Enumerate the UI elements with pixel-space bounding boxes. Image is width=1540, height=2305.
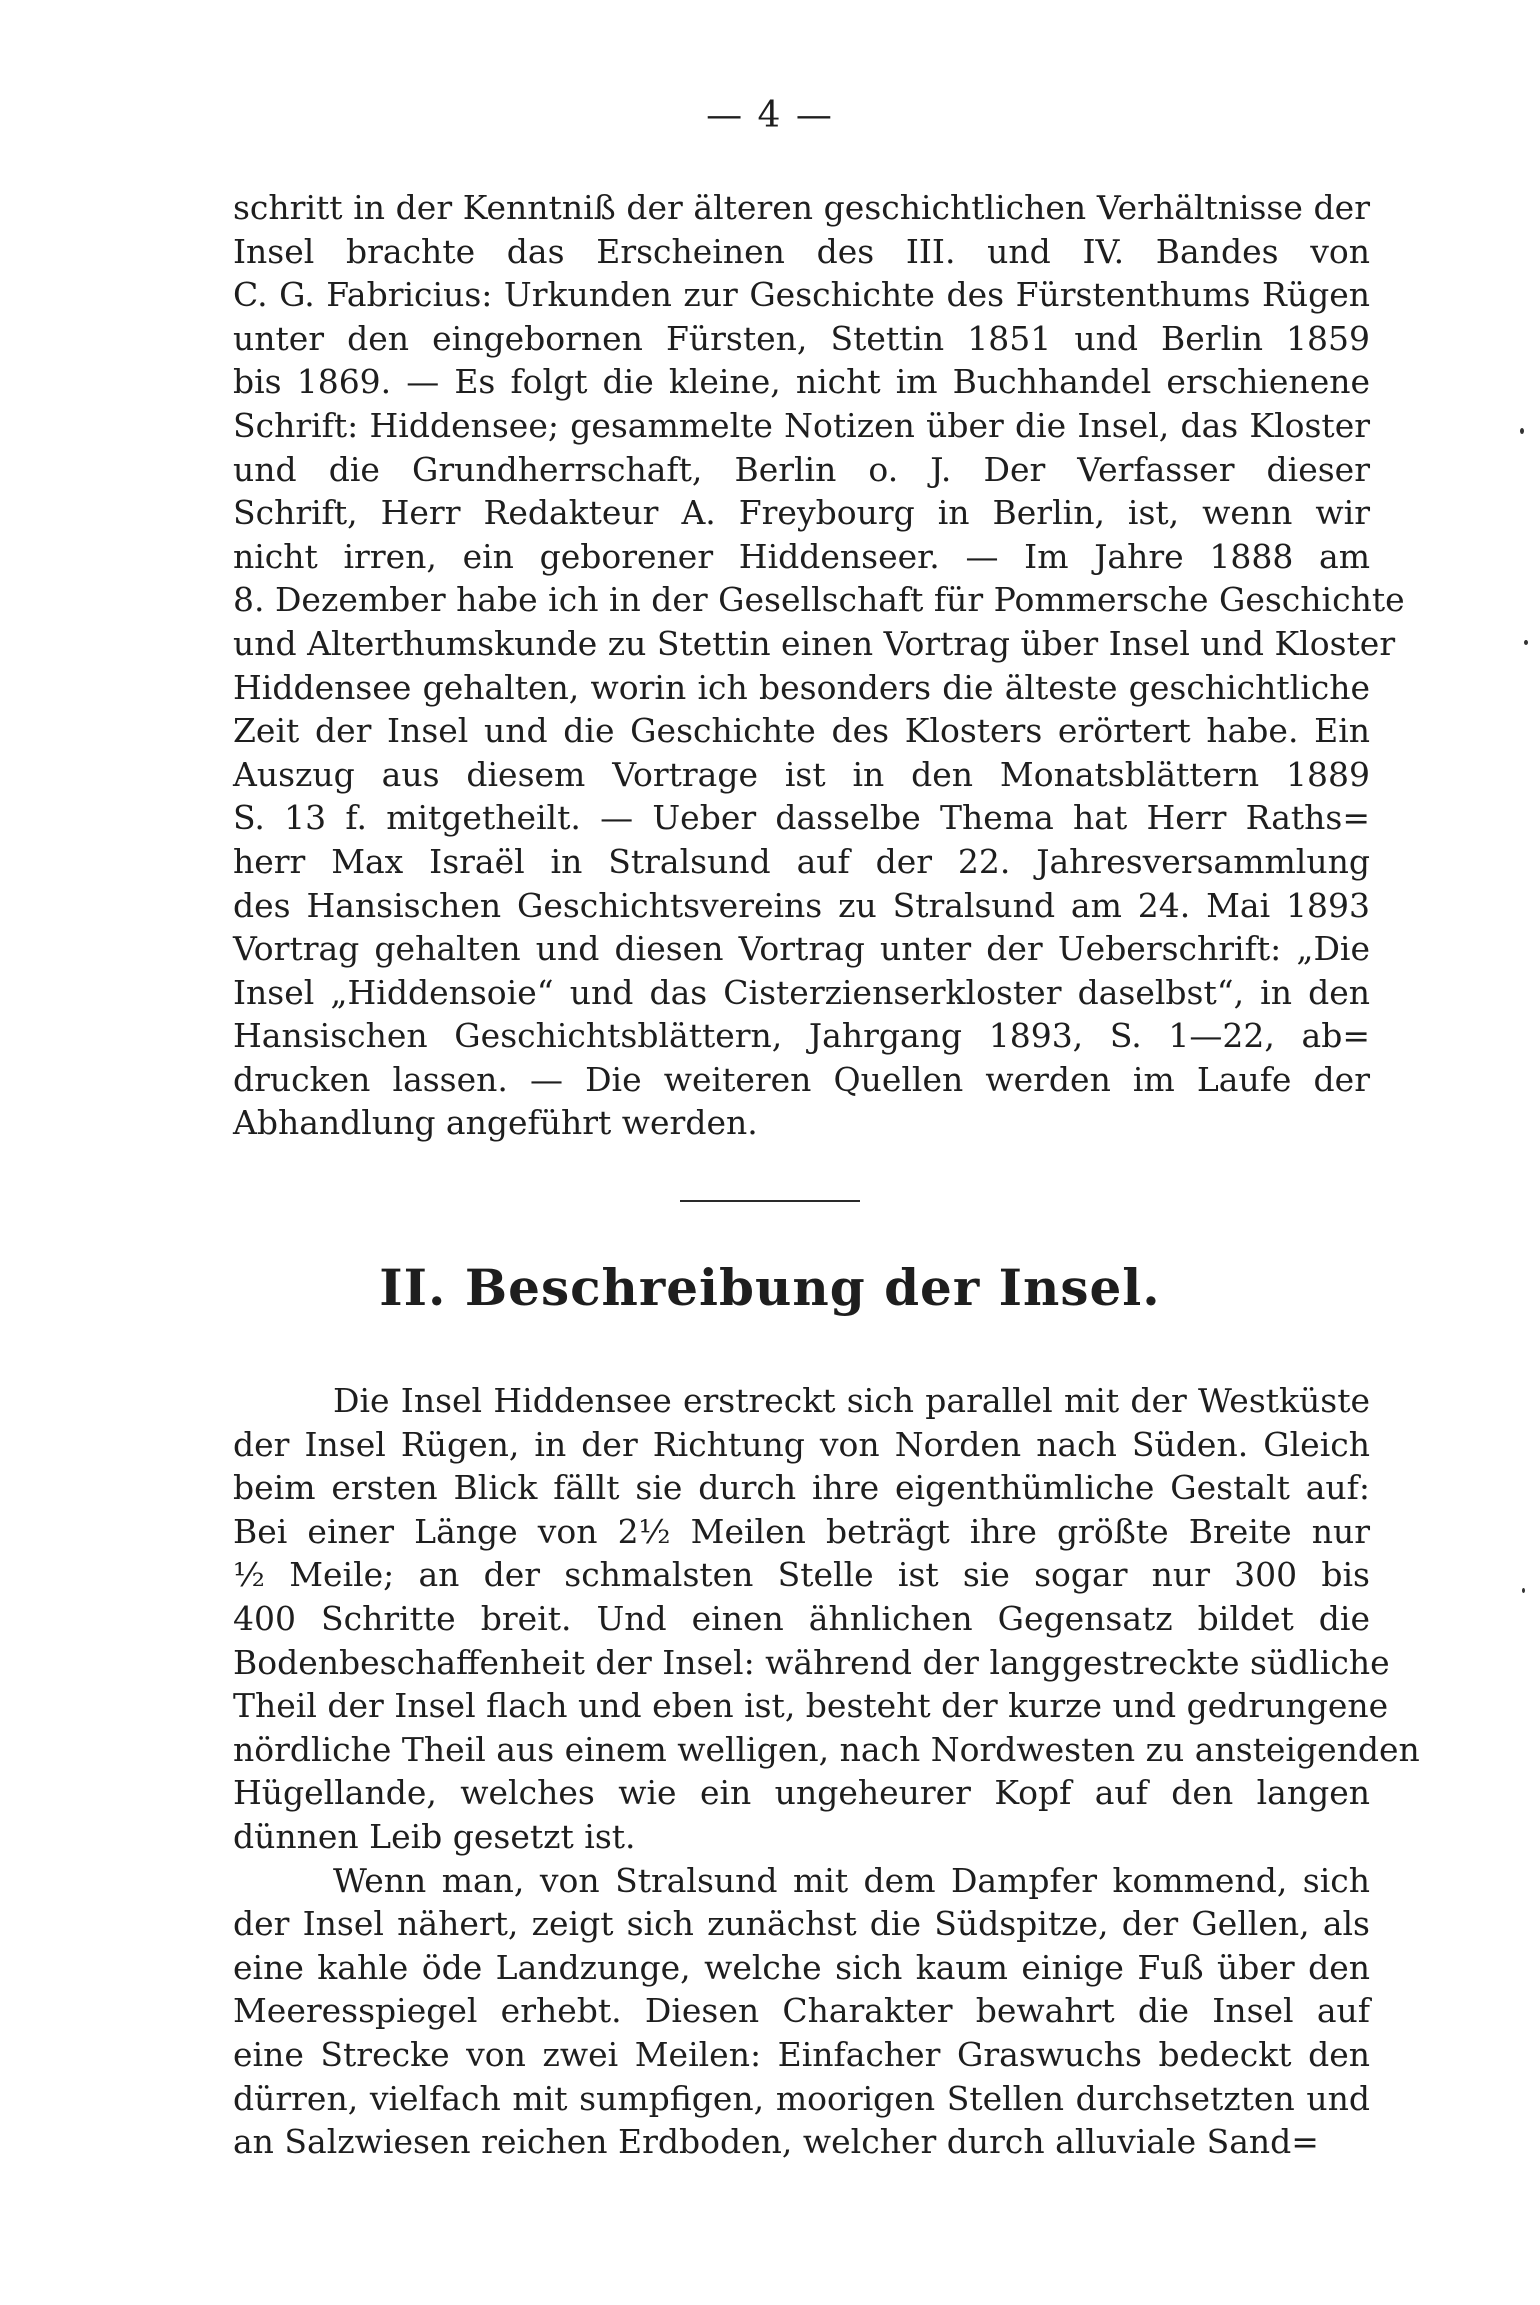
- text-line: bis 1869. — Es folgt die kleine, nicht im Buchhandel erschienene: [233, 362, 1370, 402]
- text-line: Hügellande, welches wie ein ungeheurer Kopf auf den langen: [233, 1773, 1370, 1813]
- text-line: herr Max Israël in Stralsund auf der 22. Jahresversammlung: [233, 841, 1370, 881]
- paragraph-description: [233, 1379, 1420, 2164]
- margin-speck: [1524, 640, 1528, 645]
- text-line: nördliche Theil aus einem welligen, nach Nordwesten zu ansteigenden: [233, 1729, 1420, 1769]
- text-line: Insel brachte das Erscheinen des III. und IV. Bandes von: [233, 231, 1370, 271]
- text-line: und Alterthumskunde zu Stettin einen Vortrag über Insel und Kloster: [233, 623, 1396, 663]
- text-line: Die Insel Hiddensee erstreckt sich parallel mit der Westküste: [333, 1381, 1370, 1420]
- text-line: 8. Dezember habe ich in der Gesellschaft für Pommersche Geschichte: [233, 580, 1405, 620]
- text-line: Hansischen Geschichtsblättern, Jahrgang 1893, S. 1—22, ab=: [233, 1016, 1370, 1056]
- text-line: Zeit der Insel und die Geschichte des Klosters erörtert habe. Ein: [233, 711, 1370, 751]
- text-line: Wenn man, von Stralsund mit dem Dampfer kommend, sich: [333, 1860, 1370, 1900]
- text-line: beim ersten Blick fällt sie durch ihre eigenthümliche Gestalt auf:: [233, 1468, 1370, 1508]
- text-line: an Salzwiesen reichen Erdboden, welcher durch alluviale Sand=: [233, 2122, 1319, 2162]
- text-line: S. 13 f. mitgetheilt. — Ueber dasselbe Thema hat Herr Raths=: [233, 798, 1370, 838]
- text-line: und die Grundherrschaft, Berlin o. J. Der Verfasser dieser: [233, 449, 1370, 489]
- text-line: Insel „Hiddensoie“ und das Cisterzienserkloster daselbst“, in den: [233, 972, 1370, 1012]
- paragraph-sources: [233, 186, 1405, 1145]
- text-line: Auszug aus diesem Vortrage ist in den Monatsblättern 1889: [233, 754, 1370, 794]
- section-divider: [680, 1200, 860, 1202]
- text-line: dünnen Leib gesetzt ist.: [233, 1816, 636, 1856]
- text-line: C. G. Fabricius: Urkunden zur Geschichte des Fürstenthums Rügen: [233, 275, 1370, 315]
- text-line: nicht irren, ein geborener Hiddenseer. — Im Jahre 1888 am: [233, 536, 1370, 576]
- text-line: drucken lassen. — Die weiteren Quellen werden im Laufe der: [233, 1059, 1370, 1099]
- page-number: — 4 —: [706, 95, 834, 136]
- text-line: Bodenbeschaffenheit der Insel: während der langgestreckte südliche: [233, 1642, 1390, 1682]
- text-line: unter den eingebornen Fürsten, Stettin 1851 und Berlin 1859: [233, 318, 1370, 358]
- text-line: Schrift: Hiddensee; gesammelte Notizen über die Insel, das Kloster: [233, 405, 1370, 445]
- margin-speck: [1520, 428, 1524, 434]
- text-line: ½ Meile; an der schmalsten Stelle ist sie sogar nur 300 bis: [233, 1555, 1370, 1595]
- text-line: des Hansischen Geschichtsvereins zu Stralsund am 24. Mai 1893: [233, 885, 1370, 925]
- text-line: Bei einer Länge von 2½ Meilen beträgt ihre größte Breite nur: [233, 1511, 1370, 1551]
- text-line: Vortrag gehalten und diesen Vortrag unter der Ueberschrift: „Die: [233, 929, 1370, 969]
- text-line: der Insel Rügen, in der Richtung von Norden nach Süden. Gleich: [233, 1424, 1370, 1464]
- text-line: schritt in der Kenntniß der älteren geschichtlichen Verhältnisse der: [233, 188, 1370, 227]
- text-line: Meeresspiegel erhebt. Diesen Charakter bewahrt die Insel auf: [233, 1991, 1370, 2031]
- text-line: eine kahle öde Landzunge, welche sich kaum einige Fuß über den: [233, 1947, 1370, 1987]
- margin-speck: [1522, 1588, 1525, 1593]
- section-heading: II. Beschreibung der Insel.: [379, 1258, 1161, 1317]
- text-line: Abhandlung angeführt werden.: [233, 1103, 758, 1143]
- text-line: Hiddensee gehalten, worin ich besonders die älteste geschichtliche: [233, 667, 1370, 707]
- text-line: eine Strecke von zwei Meilen: Einfacher Graswuchs bedeckt den: [233, 2034, 1370, 2074]
- text-line: Schrift, Herr Redakteur A. Freybourg in Berlin, ist, wenn wir: [233, 493, 1370, 533]
- text-line: dürren, vielfach mit sumpfigen, moorigen Stellen durchsetzten und: [233, 2078, 1370, 2118]
- text-line: 400 Schritte breit. Und einen ähnlichen Gegensatz bildet die: [233, 1598, 1370, 1638]
- text-line: der Insel nähert, zeigt sich zunächst die Südspitze, der Gellen, als: [233, 1904, 1370, 1944]
- text-line: Theil der Insel flach und eben ist, besteht der kurze und gedrungene: [233, 1686, 1389, 1726]
